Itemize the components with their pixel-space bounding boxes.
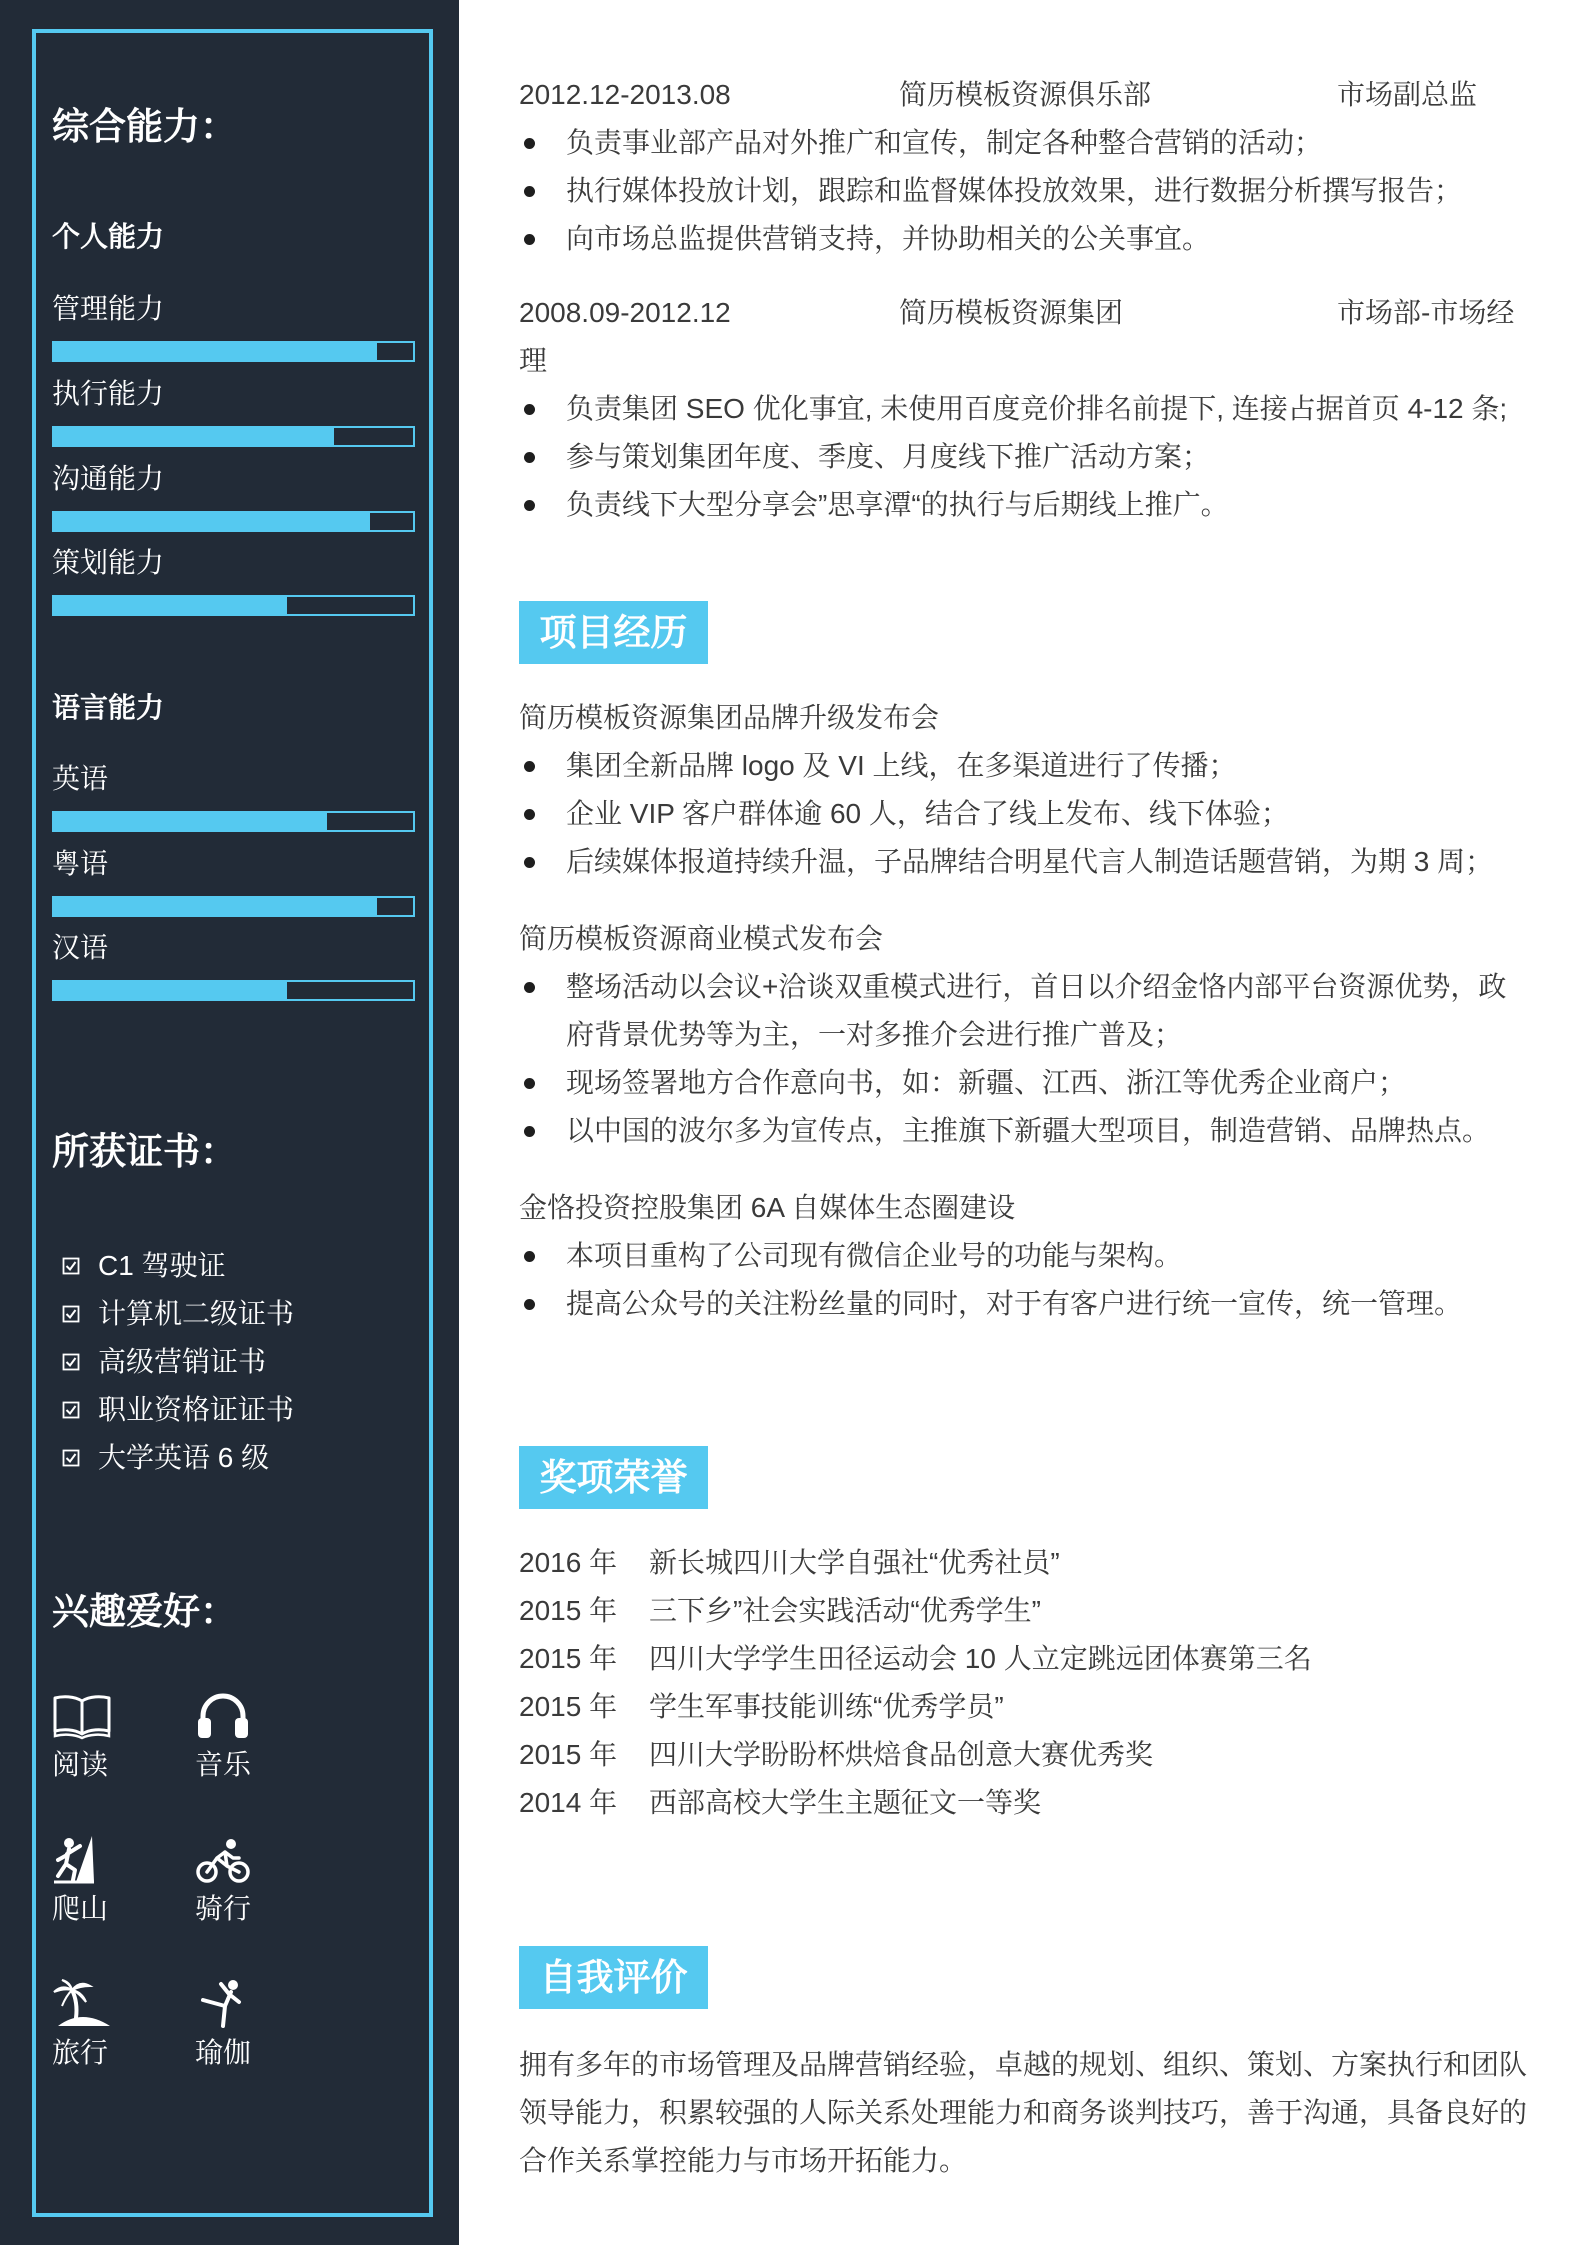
yoga-icon xyxy=(195,1978,245,2028)
bullet-text: 整场活动以会议+洽谈双重模式进行，首日以介绍金恪内部平台资源优势，政府背景优势等为主，一对多推介会进行推广普及； xyxy=(566,971,1507,1050)
hobby-item xyxy=(52,1688,195,1832)
checkbox-icon xyxy=(62,1257,80,1275)
bullet-dot xyxy=(524,1299,535,1310)
bullet-dot xyxy=(524,857,535,868)
palm-tree-icon xyxy=(52,1978,112,2028)
bullet-text: 后续媒体报道持续升温，子品牌结合明星代言人制造话题营销，为期 3 周； xyxy=(566,846,1494,877)
skill-bar xyxy=(52,511,415,532)
bullet-item xyxy=(519,385,1528,433)
bullet-item xyxy=(519,1059,1528,1107)
certificates-title: 所获证书： xyxy=(52,1131,237,1172)
bullet-item xyxy=(519,790,1528,838)
award-item xyxy=(519,1539,1539,1587)
hobby-item xyxy=(195,1832,338,1976)
bullet-text: 负责事业部产品对外推广和宣传，制定各种整合营销的活动； xyxy=(566,127,1323,158)
projects-section-title: 项目经历 xyxy=(519,601,708,664)
certificate-item xyxy=(52,1338,422,1386)
hobby-label: 瑜伽 xyxy=(195,2037,252,2068)
bullet-text: 负责集团 SEO 优化事宜, 未使用百度竞价排名前提下, 连接占据首页 4-12 条; xyxy=(566,393,1508,424)
project-title: 金恪投资控股集团 6A 自媒体生态圈建设 xyxy=(519,1192,1016,1223)
language-skills-title: 语言能力 xyxy=(52,692,165,723)
cycling-icon xyxy=(195,1838,251,1884)
certificate-label: 大学英语 6 级 xyxy=(98,1442,270,1473)
project-title: 简历模板资源集团品牌升级发布会 xyxy=(519,702,940,733)
award-item xyxy=(519,1635,1539,1683)
award-item xyxy=(519,1731,1539,1779)
award-text: 三下乡”社会实践活动“优秀学生” xyxy=(649,1595,1041,1626)
bullet-item xyxy=(519,1107,1528,1155)
skill-bar-fill xyxy=(54,513,370,530)
skill-name: 执行能力 xyxy=(52,378,165,409)
work-date: 2008.09-2012.12 xyxy=(519,297,731,328)
work-header xyxy=(519,289,1535,385)
bullet-text: 现场签署地方合作意向书，如：新疆、江西、浙江等优秀企业商户； xyxy=(566,1067,1407,1098)
self-evaluation-text: 拥有多年的市场管理及品牌营销经验，卓越的规划、组织、策划、方案执行和团队领导能力，积累较强的人际关系处理能力和商务谈判技巧，善于沟通，具备良好的合作关系掌控能力与市场开拓能力。 xyxy=(519,2049,1528,2176)
checkbox-icon xyxy=(62,1401,80,1419)
bullet-text: 本项目重构了公司现有微信企业号的功能与架构。 xyxy=(566,1240,1183,1271)
headphones-icon xyxy=(195,1690,251,1740)
awards-list xyxy=(519,1539,1539,1827)
language-bar xyxy=(52,980,415,1001)
bullet-dot xyxy=(524,761,535,772)
bullet-dot xyxy=(524,452,535,463)
work-title: 市场部-市场经理 xyxy=(519,297,1515,376)
work-company: 简历模板资源俱乐部 xyxy=(899,79,1152,110)
work-header xyxy=(519,71,1535,119)
bullet-dot xyxy=(524,809,535,820)
skill-bar xyxy=(52,341,415,362)
language-bar-fill xyxy=(54,982,287,999)
work-date: 2012.12-2013.08 xyxy=(519,79,731,110)
hobby-item xyxy=(195,1976,338,2120)
project-entry xyxy=(519,1184,1539,1328)
certificate-label: C1 驾驶证 xyxy=(98,1250,226,1281)
hobbies-grid xyxy=(52,1688,352,2120)
certificate-label: 职业资格证证书 xyxy=(98,1394,295,1425)
certificate-item xyxy=(52,1242,422,1290)
bullet-text: 向市场总监提供营销支持，并协助相关的公关事宜。 xyxy=(566,223,1211,254)
bullet-item xyxy=(519,215,1528,263)
bullet-dot xyxy=(524,138,535,149)
bullet-dot xyxy=(524,1078,535,1089)
personal-skills-title: 个人能力 xyxy=(52,221,165,252)
work-bullets xyxy=(519,385,1528,529)
certificate-item xyxy=(52,1386,422,1434)
bullet-text: 执行媒体投放计划，跟踪和监督媒体投放效果，进行数据分析撰写报告； xyxy=(566,175,1463,206)
work-entry xyxy=(519,71,1539,263)
work-entry xyxy=(519,289,1539,529)
language-bar-fill xyxy=(54,898,377,915)
project-entry xyxy=(519,915,1539,1155)
checkbox-icon xyxy=(62,1305,80,1323)
award-text: 四川大学盼盼杯烘焙食品创意大赛优秀奖 xyxy=(649,1739,1154,1770)
main-content xyxy=(519,71,1539,2185)
skill-bar xyxy=(52,595,415,616)
language-item xyxy=(52,844,415,917)
project-bullets xyxy=(519,1232,1528,1328)
award-year: 2015 年 xyxy=(519,1595,618,1626)
award-year: 2015 年 xyxy=(519,1691,618,1722)
work-bullets xyxy=(519,119,1528,263)
sidebar xyxy=(0,0,459,2245)
award-text: 学生军事技能训练“优秀学员” xyxy=(649,1691,1004,1722)
checkbox-icon xyxy=(62,1449,80,1467)
award-item xyxy=(519,1587,1539,1635)
award-year: 2016 年 xyxy=(519,1547,618,1578)
hobby-item xyxy=(52,1832,195,1976)
skill-name: 策划能力 xyxy=(52,547,165,578)
bullet-text: 提高公众号的关注粉丝量的同时，对于有客户进行统一宣传，统一管理。 xyxy=(566,1288,1463,1319)
hobbies-title: 兴趣爱好： xyxy=(52,1591,237,1632)
award-year: 2015 年 xyxy=(519,1643,618,1674)
bullet-item xyxy=(519,963,1528,1059)
hobby-label: 旅行 xyxy=(52,2037,109,2068)
project-title: 简历模板资源商业模式发布会 xyxy=(519,923,884,954)
bullet-item xyxy=(519,742,1528,790)
skill-bar-fill xyxy=(54,597,287,614)
skill-item xyxy=(52,543,415,616)
award-item xyxy=(519,1779,1539,1827)
bullet-dot xyxy=(524,186,535,197)
language-item xyxy=(52,928,415,1001)
bullet-item xyxy=(519,1232,1528,1280)
bullet-item xyxy=(519,1280,1528,1328)
bullet-dot xyxy=(524,1126,535,1137)
skill-item xyxy=(52,459,415,532)
bullet-item xyxy=(519,167,1528,215)
self-evaluation-title: 自我评价 xyxy=(519,1946,708,2009)
certificate-item xyxy=(52,1290,422,1338)
bullet-text: 以中国的波尔多为宣传点，主推旗下新疆大型项目，制造营销、品牌热点。 xyxy=(566,1115,1491,1146)
award-text: 新长城四川大学自强社“优秀社员” xyxy=(649,1547,1060,1578)
bullet-dot xyxy=(524,404,535,415)
project-bullets xyxy=(519,963,1528,1155)
bullet-text: 参与策划集团年度、季度、月度线下推广活动方案； xyxy=(566,441,1211,472)
hobby-item xyxy=(52,1976,195,2120)
bullet-text: 负责线下大型分享会”思享潭“的执行与后期线上推广。 xyxy=(566,489,1229,520)
bullet-text: 企业 VIP 客户群体逾 60 人，结合了线上发布、线下体验； xyxy=(566,798,1289,829)
award-year: 2014 年 xyxy=(519,1787,618,1818)
language-name: 英语 xyxy=(52,763,109,794)
awards-section-title: 奖项荣誉 xyxy=(519,1446,708,1509)
project-entry xyxy=(519,694,1539,886)
skill-bar-fill xyxy=(54,428,334,445)
bullet-item xyxy=(519,119,1528,167)
bullet-text: 集团全新品牌 logo 及 VI 上线，在多渠道进行了传播； xyxy=(566,750,1237,781)
hobby-label: 阅读 xyxy=(52,1749,109,1780)
certificate-label: 高级营销证书 xyxy=(98,1346,267,1377)
skill-bar-fill xyxy=(54,343,377,360)
skill-name: 管理能力 xyxy=(52,293,165,324)
language-bar-fill xyxy=(54,813,327,830)
climbing-icon xyxy=(52,1834,96,1884)
award-text: 西部高校大学生主题征文一等奖 xyxy=(649,1787,1042,1818)
projects-list xyxy=(519,694,1539,1328)
book-icon xyxy=(52,1693,112,1740)
project-bullets xyxy=(519,742,1528,886)
work-title: 市场副总监 xyxy=(1337,79,1478,110)
work-company: 简历模板资源集团 xyxy=(899,297,1124,328)
hobby-item xyxy=(195,1688,338,1832)
language-item xyxy=(52,759,415,832)
bullet-item xyxy=(519,838,1528,886)
skill-name: 沟通能力 xyxy=(52,463,165,494)
certificates-list xyxy=(52,1242,422,1482)
hobby-label: 音乐 xyxy=(195,1749,252,1780)
hobby-label: 爬山 xyxy=(52,1893,109,1924)
abilities-title: 综合能力： xyxy=(52,106,237,147)
language-bar xyxy=(52,811,415,832)
award-year: 2015 年 xyxy=(519,1739,618,1770)
bullet-dot xyxy=(524,1251,535,1262)
skill-bar xyxy=(52,426,415,447)
certificate-item xyxy=(52,1434,422,1482)
award-item xyxy=(519,1683,1539,1731)
bullet-dot xyxy=(524,982,535,993)
checkbox-icon xyxy=(62,1353,80,1371)
language-bar xyxy=(52,896,415,917)
bullet-item xyxy=(519,433,1528,481)
skill-item xyxy=(52,374,415,447)
language-name: 粤语 xyxy=(52,848,109,879)
bullet-item xyxy=(519,481,1528,529)
award-text: 四川大学学生田径运动会 10 人立定跳远团体赛第三名 xyxy=(649,1643,1312,1674)
language-name: 汉语 xyxy=(52,932,109,963)
bullet-dot xyxy=(524,234,535,245)
bullet-dot xyxy=(524,500,535,511)
certificate-label: 计算机二级证书 xyxy=(98,1298,295,1329)
hobby-label: 骑行 xyxy=(195,1893,252,1924)
skill-item xyxy=(52,289,415,362)
